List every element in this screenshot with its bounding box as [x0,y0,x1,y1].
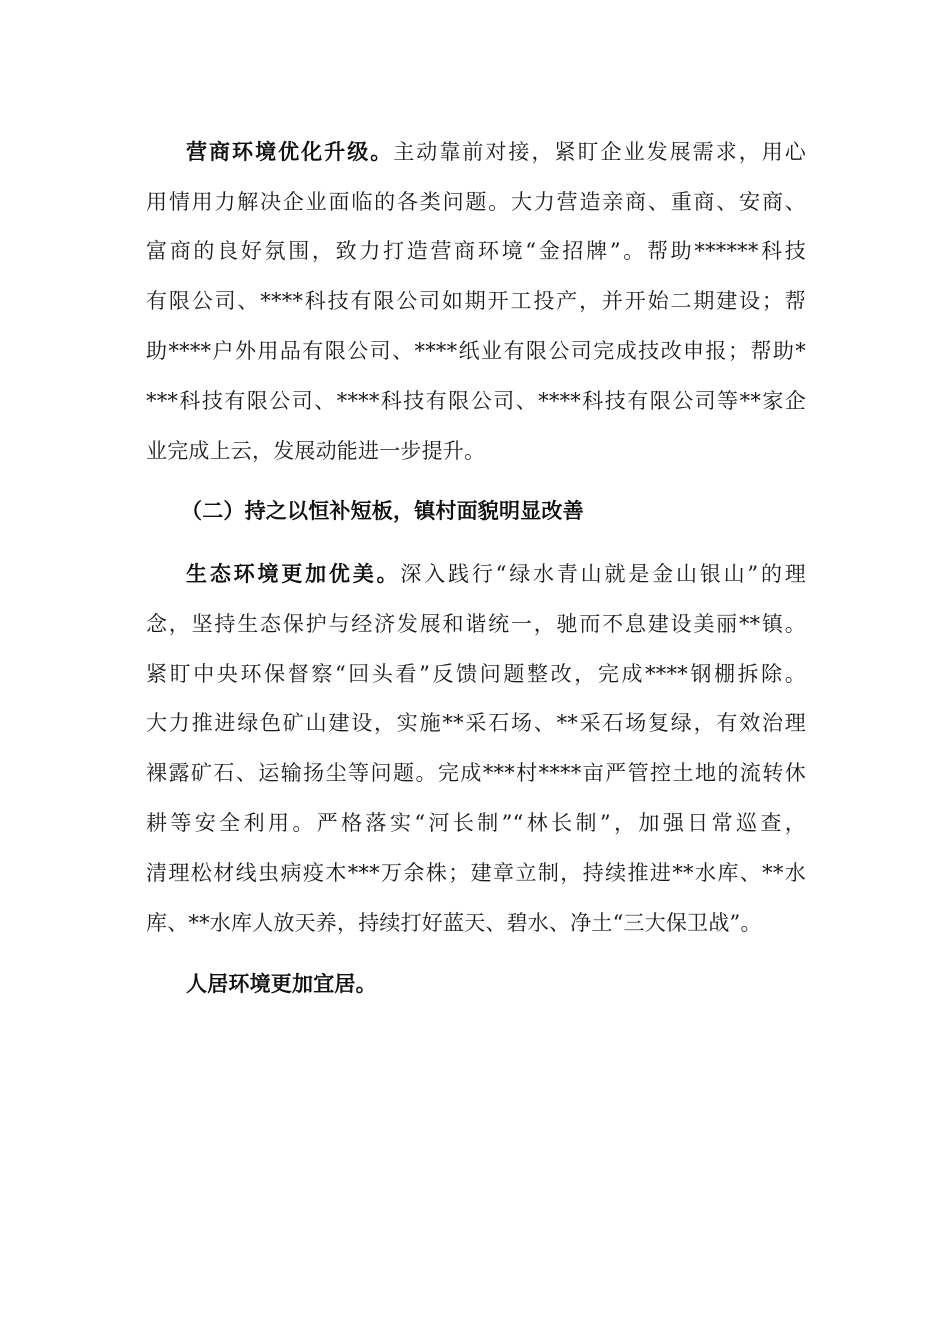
paragraph-line: 助****户外用品有限公司、****纸业有限公司完成技改申报；帮助* [146,339,806,363]
paragraph-line: 紧盯中央环保督察“回头看”反馈问题整改，完成****钢棚拆除。 [146,662,806,686]
paragraph-line [186,559,806,589]
paragraph-text: 深入践行“绿水青山就是金山银山”的理 [400,562,806,586]
paragraph-heading: 人居环境更加宜居。 [186,971,377,996]
paragraph-line: 富商的良好氛围，致力打造营商环境“金招牌”。帮助******科技 [146,239,806,263]
paragraph-text: 主动靠前对接，紧盯企业发展需求，用心 [393,140,806,164]
paragraph-line: 库、**水库人放天养，持续打好蓝天、碧水、净土“三大保卫战”。 [146,911,762,935]
paragraph-line: 清理松材线虫病疫木***万余株；建章立制，持续推进**水库、**水 [146,861,806,885]
paragraph-line: 裸露矿石、运输扬尘等问题。完成***村****亩严管控土地的流转休 [146,761,806,785]
section-title: （二）持之以恒补短板，镇村面貌明显改善 [181,498,584,523]
paragraph-line [186,137,806,167]
paragraph-line: 念，坚持生态保护与经济发展和谐统一，驰而不息建设美丽**镇。 [146,612,806,636]
paragraph-line: 有限公司、****科技有限公司如期开工投产，并开始二期建设；帮 [146,289,806,313]
paragraph-heading: 生态环境更加优美。 [186,561,401,586]
paragraph-line: 用情用力解决企业面临的各类问题。大力营造亲商、重商、安商、 [146,190,806,214]
paragraph-line: 业完成上云，发展动能进一步提升。 [146,439,486,463]
paragraph-line: 耕等安全利用。严格落实“河长制”“林长制”，加强日常巡查， [146,811,806,835]
paragraph-line: 大力推进绿色矿山建设，实施**采石场、**采石场复绿，有效治理 [146,711,806,735]
paragraph-line: ***科技有限公司、****科技有限公司、****科技有限公司等**家企 [146,389,806,413]
paragraph-heading: 营商环境优化升级。 [186,139,394,164]
